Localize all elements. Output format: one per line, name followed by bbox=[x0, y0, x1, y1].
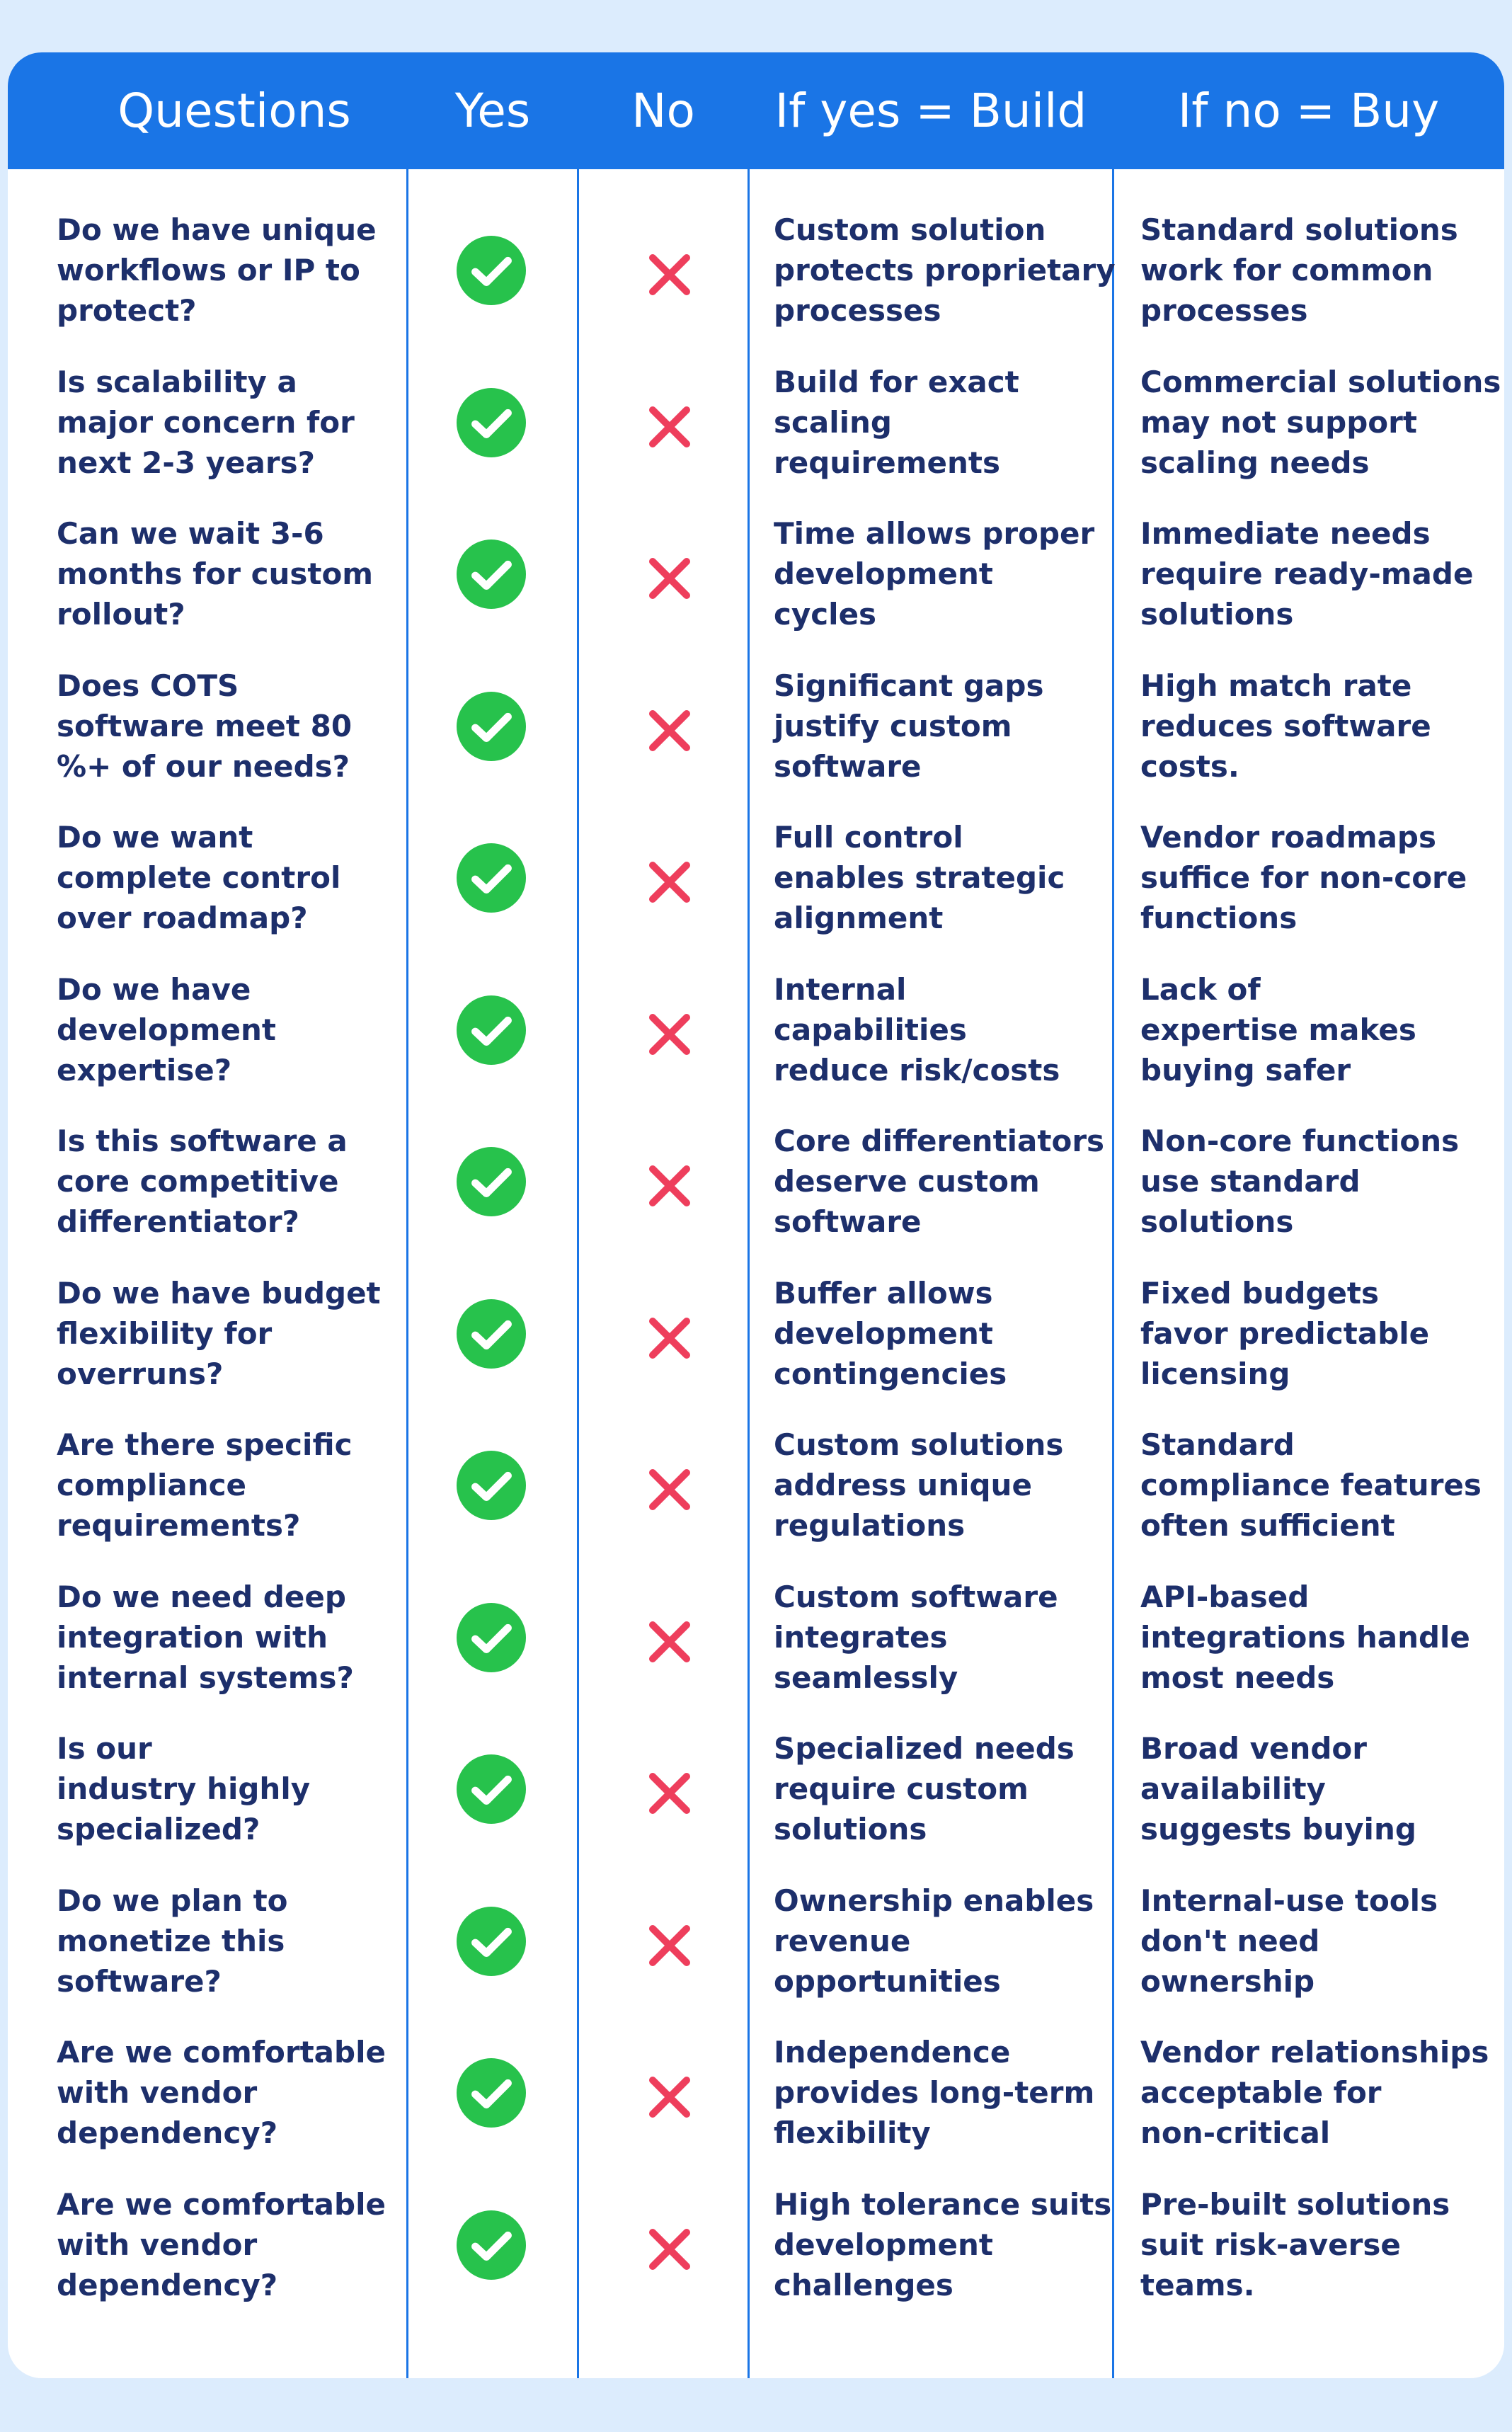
table-row bbox=[8, 1409, 1504, 1561]
check-circle-icon bbox=[457, 1754, 526, 1824]
cross-icon bbox=[647, 860, 692, 905]
build-cell: Significant gaps justify custom software bbox=[774, 668, 1044, 784]
buy-cell: Standard compliance features often sufficient bbox=[1140, 1427, 1482, 1543]
build-cell: Time allows proper development cycles bbox=[774, 516, 1095, 632]
buy-cell: Fixed budgets favor predictable licensing bbox=[1140, 1276, 1430, 1391]
question-cell: Is our industry highly specialized? bbox=[57, 1731, 311, 1846]
buy-cell: High match rate reduces software costs. bbox=[1140, 668, 1431, 784]
question-cell: Can we wait 3-6 months for custom rollout? bbox=[57, 516, 374, 632]
buy-cell: Lack of expertise makes buying safer bbox=[1140, 972, 1416, 1087]
question-cell: Do we need deep integration with internal systems? bbox=[57, 1580, 354, 1695]
header-questions: Questions bbox=[118, 84, 351, 138]
check-circle-icon bbox=[457, 1451, 526, 1520]
buy-cell: Vendor relationships acceptable for non-critical bbox=[1140, 2035, 1489, 2150]
build-cell: Independence provides long-term flexibility bbox=[774, 2035, 1095, 2150]
cross-icon bbox=[647, 1163, 692, 1209]
build-cell: Build for exact scaling requirements bbox=[774, 365, 1019, 480]
check-circle-icon bbox=[457, 843, 526, 913]
check-circle-icon bbox=[457, 236, 526, 305]
buy-cell: Non-core functions use standard solutions bbox=[1140, 1124, 1460, 1239]
table-row bbox=[8, 2016, 1504, 2169]
build-cell: Custom solution protects proprietary processes bbox=[774, 212, 1116, 328]
header-no: No bbox=[631, 84, 695, 138]
header-build: If yes = Build bbox=[774, 84, 1087, 138]
cross-icon bbox=[647, 252, 692, 297]
cross-icon bbox=[647, 708, 692, 753]
question-cell: Do we plan to monetize this software? bbox=[57, 1883, 288, 1999]
question-cell: Does COTS software meet 80 %+ of our needs? bbox=[57, 668, 353, 784]
cross-icon bbox=[647, 2074, 692, 2120]
check-circle-icon bbox=[457, 1907, 526, 1976]
buy-cell: Pre-built solutions suit risk-averse teams. bbox=[1140, 2187, 1450, 2302]
table-row bbox=[8, 1105, 1504, 1257]
build-cell: Full control enables strategic alignment bbox=[774, 820, 1065, 935]
question-cell: Is this software a core competitive differentiator? bbox=[57, 1124, 348, 1239]
check-circle-icon bbox=[457, 2210, 526, 2280]
table-row bbox=[8, 1865, 1504, 2017]
build-cell: Buffer allows development contingencies bbox=[774, 1276, 1007, 1391]
header-buy: If no = Buy bbox=[1177, 84, 1440, 138]
check-circle-icon bbox=[457, 692, 526, 761]
question-cell: Is scalability a major concern for next 2-3 years? bbox=[57, 365, 355, 480]
table-row bbox=[8, 346, 1504, 498]
build-cell: High tolerance suits development challenges bbox=[774, 2187, 1112, 2302]
check-circle-icon bbox=[457, 2058, 526, 2128]
build-cell: Custom software integrates seamlessly bbox=[774, 1580, 1058, 1695]
comparison-table bbox=[8, 52, 1504, 2378]
question-cell: Are we comfortable with vendor dependency? bbox=[57, 2035, 386, 2150]
cross-icon bbox=[647, 1467, 692, 1512]
buy-cell: Standard solutions work for common processes bbox=[1140, 212, 1458, 328]
build-cell: Internal capabilities reduce risk/costs bbox=[774, 972, 1060, 1087]
check-circle-icon bbox=[457, 388, 526, 457]
buy-cell: Commercial solutions may not support scaling needs bbox=[1140, 365, 1501, 480]
check-circle-icon bbox=[457, 1299, 526, 1369]
question-cell: Are we comfortable with vendor dependency? bbox=[57, 2187, 386, 2302]
buy-cell: Broad vendor availability suggests buying bbox=[1140, 1731, 1416, 1846]
question-cell: Do we want complete control over roadmap? bbox=[57, 820, 341, 935]
build-cell: Specialized needs require custom solutions bbox=[774, 1731, 1075, 1846]
table-header bbox=[8, 52, 1504, 169]
build-cell: Custom solutions address unique regulations bbox=[774, 1427, 1064, 1543]
cross-icon bbox=[647, 556, 692, 601]
table-row bbox=[8, 650, 1504, 802]
cross-icon bbox=[647, 1012, 692, 1057]
build-cell: Ownership enables revenue opportunities bbox=[774, 1883, 1094, 1999]
table-row bbox=[8, 1561, 1504, 1713]
header-yes: Yes bbox=[454, 84, 531, 138]
question-cell: Do we have development expertise? bbox=[57, 972, 276, 1087]
cross-icon bbox=[647, 404, 692, 450]
table-row bbox=[8, 954, 1504, 1106]
cross-icon bbox=[647, 2227, 692, 2272]
check-circle-icon bbox=[457, 995, 526, 1065]
check-circle-icon bbox=[457, 540, 526, 609]
table-row bbox=[8, 1257, 1504, 1410]
cross-icon bbox=[647, 1771, 692, 1816]
buy-cell: Immediate needs require ready-made solutions bbox=[1140, 516, 1474, 632]
build-cell: Core differentiators deserve custom software bbox=[774, 1124, 1105, 1239]
table-row bbox=[8, 498, 1504, 650]
check-circle-icon bbox=[457, 1603, 526, 1672]
buy-cell: Internal-use tools don't need ownership bbox=[1140, 1883, 1438, 1999]
buy-cell: API-based integrations handle most needs bbox=[1140, 1580, 1470, 1695]
table-row bbox=[8, 1713, 1504, 1865]
table-row bbox=[8, 2169, 1504, 2321]
question-cell: Do we have budget flexibility for overruns? bbox=[57, 1276, 381, 1391]
table-row bbox=[8, 801, 1504, 954]
cross-icon bbox=[647, 1619, 692, 1665]
question-cell: Are there specific compliance requirements? bbox=[57, 1427, 353, 1543]
table-row bbox=[8, 194, 1504, 346]
question-cell: Do we have unique workflows or IP to protect? bbox=[57, 212, 377, 328]
buy-cell: Vendor roadmaps suffice for non-core functions bbox=[1140, 820, 1467, 935]
cross-icon bbox=[647, 1315, 692, 1361]
check-circle-icon bbox=[457, 1147, 526, 1216]
cross-icon bbox=[647, 1923, 692, 1968]
